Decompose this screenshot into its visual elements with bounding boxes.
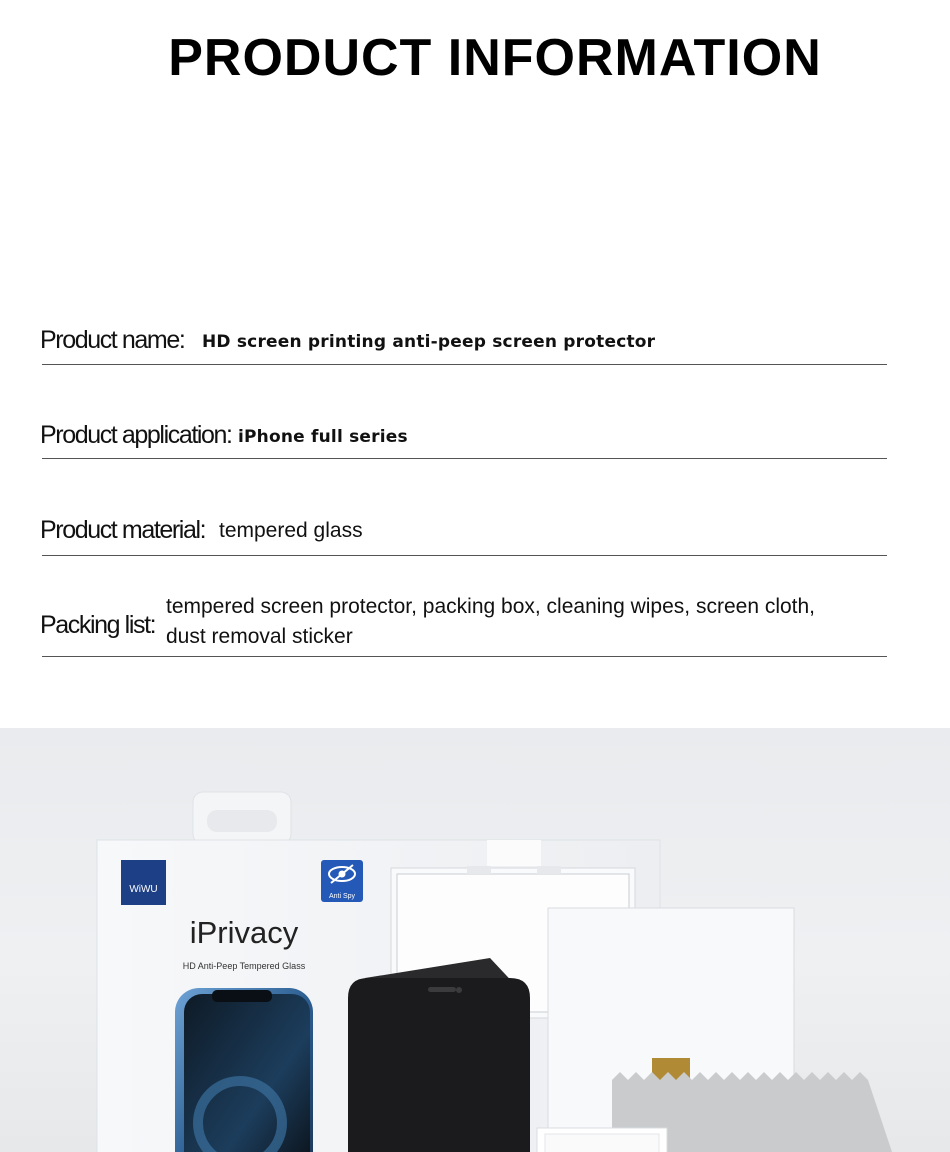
- spec-row-packing-list: [40, 588, 887, 657]
- spec-row-product-name: [40, 318, 887, 365]
- spec-value: HD screen printing anti-peep screen protector: [202, 332, 656, 352]
- spec-value: iPhone full series: [238, 427, 408, 447]
- product-package-illustration: [0, 728, 950, 1152]
- spec-value: [166, 592, 846, 652]
- divider: [42, 555, 887, 556]
- brand-logo: [121, 860, 166, 905]
- anti-spy-badge-text: Anti Spy: [328, 893, 356, 900]
- product-photo: [0, 728, 950, 1152]
- divider: [42, 364, 887, 365]
- divider: [42, 458, 887, 459]
- spec-label: Packing list:: [40, 611, 156, 639]
- privacy-glass: [348, 978, 530, 1152]
- page-title: PRODUCT INFORMATION: [168, 29, 822, 87]
- spec-label: Product application:: [40, 421, 232, 449]
- brand-logo-text: WiWU: [129, 884, 158, 895]
- spec-label: Product material:: [40, 516, 206, 544]
- box-subtitle: HD Anti-Peep Tempered Glass: [182, 961, 306, 971]
- spec-value: tempered glass: [219, 519, 363, 542]
- spec-value-line: dust removal sticker: [166, 625, 353, 648]
- spec-row-product-application: [40, 412, 887, 459]
- spec-value-line: tempered screen protector, packing box, cleaning wipes, screen cloth,: [166, 595, 816, 618]
- divider: [42, 656, 887, 657]
- box-product-name: iPrivacy: [189, 915, 299, 950]
- spec-label: Product name:: [40, 326, 185, 354]
- spec-row-product-material: [40, 506, 887, 556]
